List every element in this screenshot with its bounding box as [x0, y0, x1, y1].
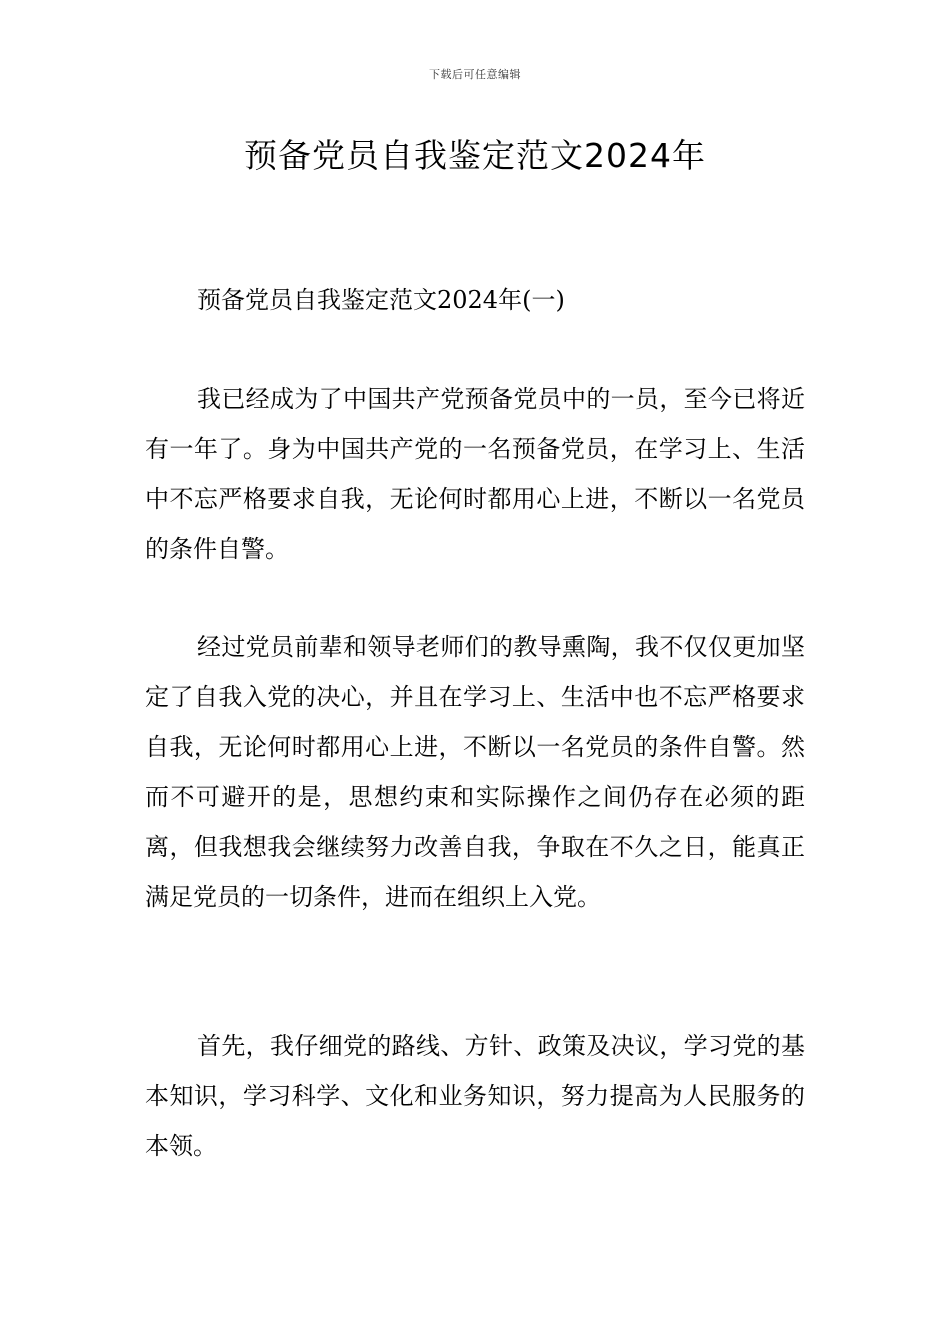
- header-note: 下载后可任意编辑: [429, 68, 521, 81]
- paragraph-1: 我已经成为了中国共产党预备党员中的一员，至今已将近有一年了。身为中国共产党的一名预备党员，在学习上、生活中不忘严格要求自我，无论何时都用心上进，不断以一名党员的条件自警。: [145, 385, 805, 563]
- paragraph-3: 首先，我仔细党的路线、方针、政策及决议，学习党的基本知识，学习科学、文化和业务知识，努力提高为人民服务的本领。: [145, 1032, 805, 1160]
- paragraph-2: 经过党员前辈和领导老师们的教导熏陶，我不仅仅更加坚定了自我入党的决心，并且在学习上、生活中也不忘严格要求自我，无论何时都用心上进，不断以一名党员的条件自警。然而不可避开的是，思想约束和实际操作之间仍存在必须的距离，但我想我会继续努力改善自我，争取在不久之日，能真正满足党员的一切条件，进而在组织上入党。: [145, 633, 805, 911]
- section-title: 预备党员自我鉴定范文2024年(一): [197, 286, 565, 314]
- document-title: 预备党员自我鉴定范文2024年: [244, 136, 706, 175]
